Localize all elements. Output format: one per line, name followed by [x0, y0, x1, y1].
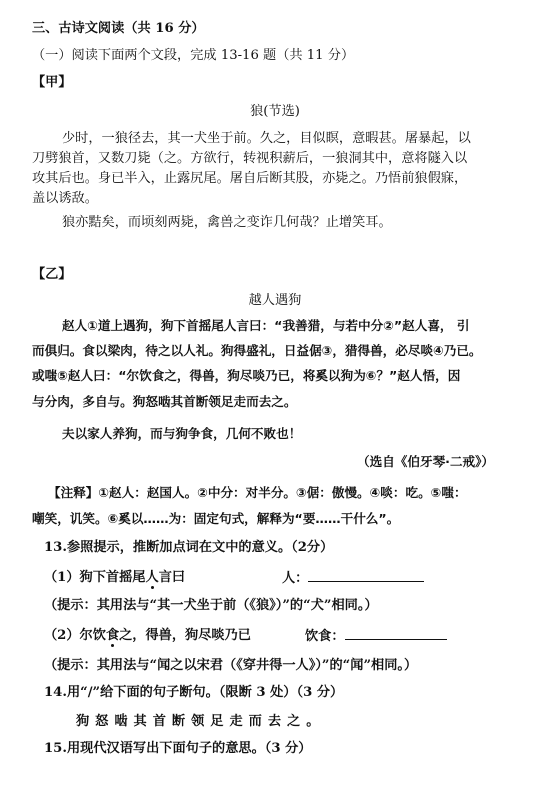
q13-item-2-text: （2）尔饮 [44, 628, 106, 643]
answer-blank-1[interactable] [308, 569, 424, 582]
question-13-item-2 [44, 627, 251, 645]
part-one-heading: （一）阅读下面两个文段，完成 13-16 题（共 11 分） [32, 48, 355, 63]
passage-jia-line-3: 攻其后也。身已半入，止露尻尾。屠自后断其股，亦毙之。乃悟前狼假寐， [32, 171, 468, 186]
question-14-stem: 14.用“/”给下面的句子断句。（限断 3 处）（3 分） [44, 685, 344, 700]
passage-jia-para-2: 狼亦黠矣，而顷刻两毙，禽兽之变诈几何哉？止增笑耳。 [62, 215, 392, 230]
section-heading: 三、古诗文阅读（共 16 分） [32, 21, 205, 36]
passage-yi-line-4: 与分肉，多自与。狗怒啮其首断领足走而去之。 [32, 394, 297, 409]
question-13-answer-1 [282, 569, 424, 588]
passage-yi-title: 越人遇狗 [248, 293, 302, 308]
q13-answer-2-label: 饮食： [305, 629, 345, 644]
passage-yi-line-2: 而俱归。食以梁肉，待之以人礼。狗得盛礼，日益倨③，猎得兽，必尽啖④乃已。 [32, 343, 482, 358]
passage-jia-line-1: 少时，一狼径去，其一犬坐于前。久之，目似瞑，意暇甚。屠暴起，以 [62, 131, 471, 146]
passage-yi-source: （选自《伯牙琴·二戒》） [357, 454, 495, 469]
annotation-line-2: 嘲笑，讥笑。⑥奚以……为：固定句式，解释为“要……干什么”。 [32, 511, 400, 526]
passage-yi-line-3: 或嗤⑤赵人曰：“尔饮食之，得兽，狗尽啖乃已，将奚以狗为⑥？”赵人悟，因 [32, 368, 461, 383]
q13-answer-1-label: 人： [282, 571, 309, 586]
passage-yi-line-1: 赵人①道上遇狗，狗下首摇尾人言曰：“我善猎，与若中分②”赵人喜， 引 [62, 318, 470, 333]
question-13-hint-1: （提示：其用法与“其一犬坐于前（《狼》）”的“犬”相同。） [44, 598, 378, 613]
passage-yi-para-2: 夫以家人养狗，而与狗争食，几何不败也！ [62, 426, 302, 441]
passage-jia-label: 【甲】 [32, 75, 72, 90]
q13-item-1-text-end: 言曰 [158, 570, 186, 585]
passage-jia-title: 狼(节选) [250, 104, 300, 119]
annotation-line-1: 【注释】①赵人：赵国人。②中分：对半分。③倨：傲慢。④啖：吃。⑤嗤： [48, 485, 467, 500]
q13-item-1-text: （1）狗下首摇尾 [44, 570, 146, 585]
question-13-item-1 [44, 569, 185, 587]
passage-yi-label: 【乙】 [32, 267, 72, 282]
passage-jia-line-2: 刀劈狼首，又数刀毙（之。方欲行，转视积薪后，一狼洞其中，意将隧入以 [32, 151, 468, 166]
answer-blank-2[interactable] [345, 627, 447, 640]
q13-item-1-dotted-word: 人 [145, 570, 159, 585]
q13-item-2-text-end: 之，得兽，狗尽啖乃已 [119, 628, 251, 643]
question-15-stem: 15.用现代汉语写出下面句子的意思。（3 分） [44, 741, 312, 756]
question-13-stem: 13.参照提示，推断加点词在文中的意义。（2分） [44, 540, 334, 555]
question-14-sentence: 狗怒啮其首断领足走而去之。 [76, 714, 326, 729]
q13-item-2-dotted-word: 食 [105, 628, 120, 643]
passage-jia-line-4: 盖以诱敌。 [32, 191, 98, 206]
question-13-answer-2 [305, 627, 447, 646]
question-13-hint-2: （提示：其用法与“闻之以宋君（《穿井得一人》）”的“闻”相同。） [44, 658, 418, 673]
